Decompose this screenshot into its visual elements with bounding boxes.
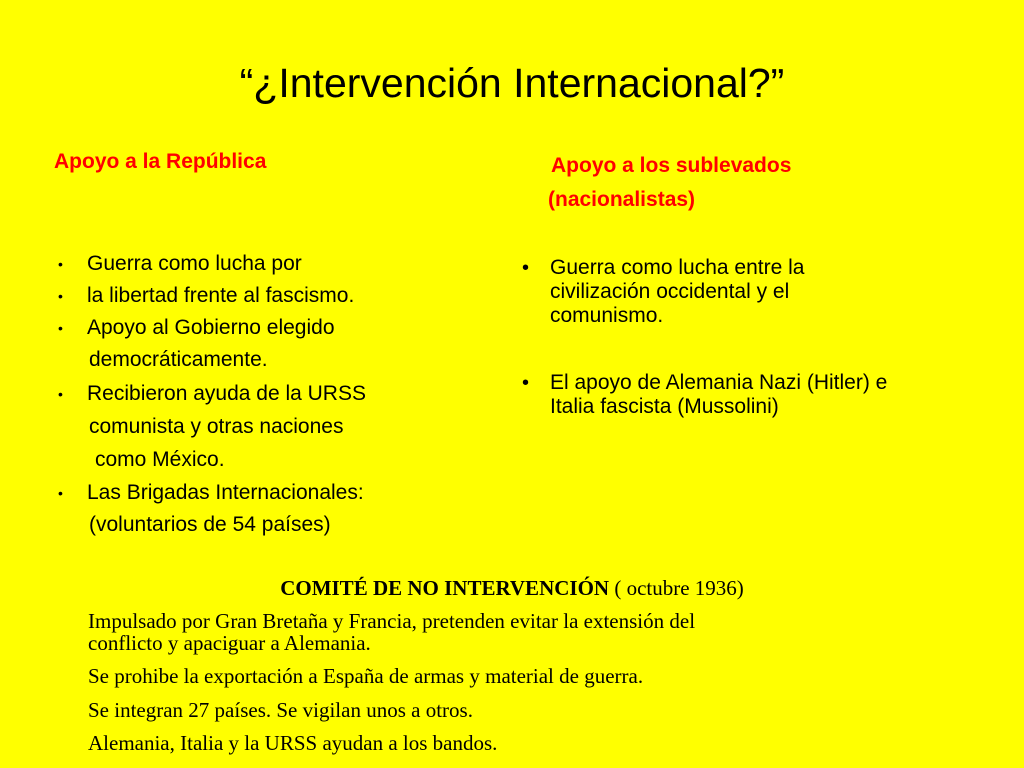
committee-line-5: Alemania, Italia y la URSS ayudan a los bandos.: [88, 731, 498, 755]
committee-title-bold: COMITÉ DE NO INTERVENCIÓN: [280, 576, 610, 600]
slide-title: “¿Intervención Internacional?”: [239, 60, 785, 106]
right-heading-line-2: (nacionalistas): [548, 188, 696, 211]
committee-line-1: Impulsado por Gran Bretaña y Francia, pretenden evitar la extensión del: [88, 609, 696, 633]
left-line-2: la libertad frente al fascismo.: [87, 284, 355, 307]
left-line-9: (voluntarios de 54 países): [89, 513, 331, 536]
left-line-4: democráticamente.: [89, 348, 268, 371]
committee-line-3: Se prohibe la exportación a España de armas y material de guerra.: [88, 664, 644, 688]
left-line-1: Guerra como lucha por: [87, 252, 302, 275]
committee-title-date: ( octubre 1936): [609, 576, 744, 600]
right-bullet2-line-1: El apoyo de Alemania Nazi (Hitler) e: [550, 371, 888, 394]
right-bullet1-line-3: comunismo.: [550, 304, 664, 327]
committee-line-4: Se integran 27 países. Se vigilan unos a otros.: [88, 698, 473, 722]
committee-title: [0, 575, 1024, 601]
left-bullet-icon: •: [58, 320, 63, 336]
left-bullet-icon: •: [58, 485, 63, 501]
left-bullet-icon: •: [58, 386, 63, 402]
left-line-3: Apoyo al Gobierno elegido: [87, 316, 335, 339]
right-bullet-icon: •: [522, 372, 530, 394]
right-bullet2-line-2: Italia fascista (Mussolini): [550, 395, 779, 418]
left-line-5: Recibieron ayuda de la URSS: [87, 382, 366, 405]
left-line-7: como México.: [95, 448, 225, 471]
right-bullet-icon: •: [522, 257, 530, 279]
left-line-6: comunista y otras naciones: [89, 415, 344, 438]
left-bullet-icon: •: [58, 256, 63, 272]
left-bullet-icon: •: [58, 288, 63, 304]
right-heading-line-1: Apoyo a los sublevados: [551, 154, 792, 177]
right-bullet1-line-1: Guerra como lucha entre la: [550, 256, 805, 279]
committee-line-2: conflicto y apaciguar a Alemania.: [88, 631, 371, 655]
right-bullet1-line-2: civilización occidental y el: [550, 280, 790, 303]
left-heading: Apoyo a la República: [54, 150, 267, 173]
left-line-8: Las Brigadas Internacionales:: [87, 481, 364, 504]
